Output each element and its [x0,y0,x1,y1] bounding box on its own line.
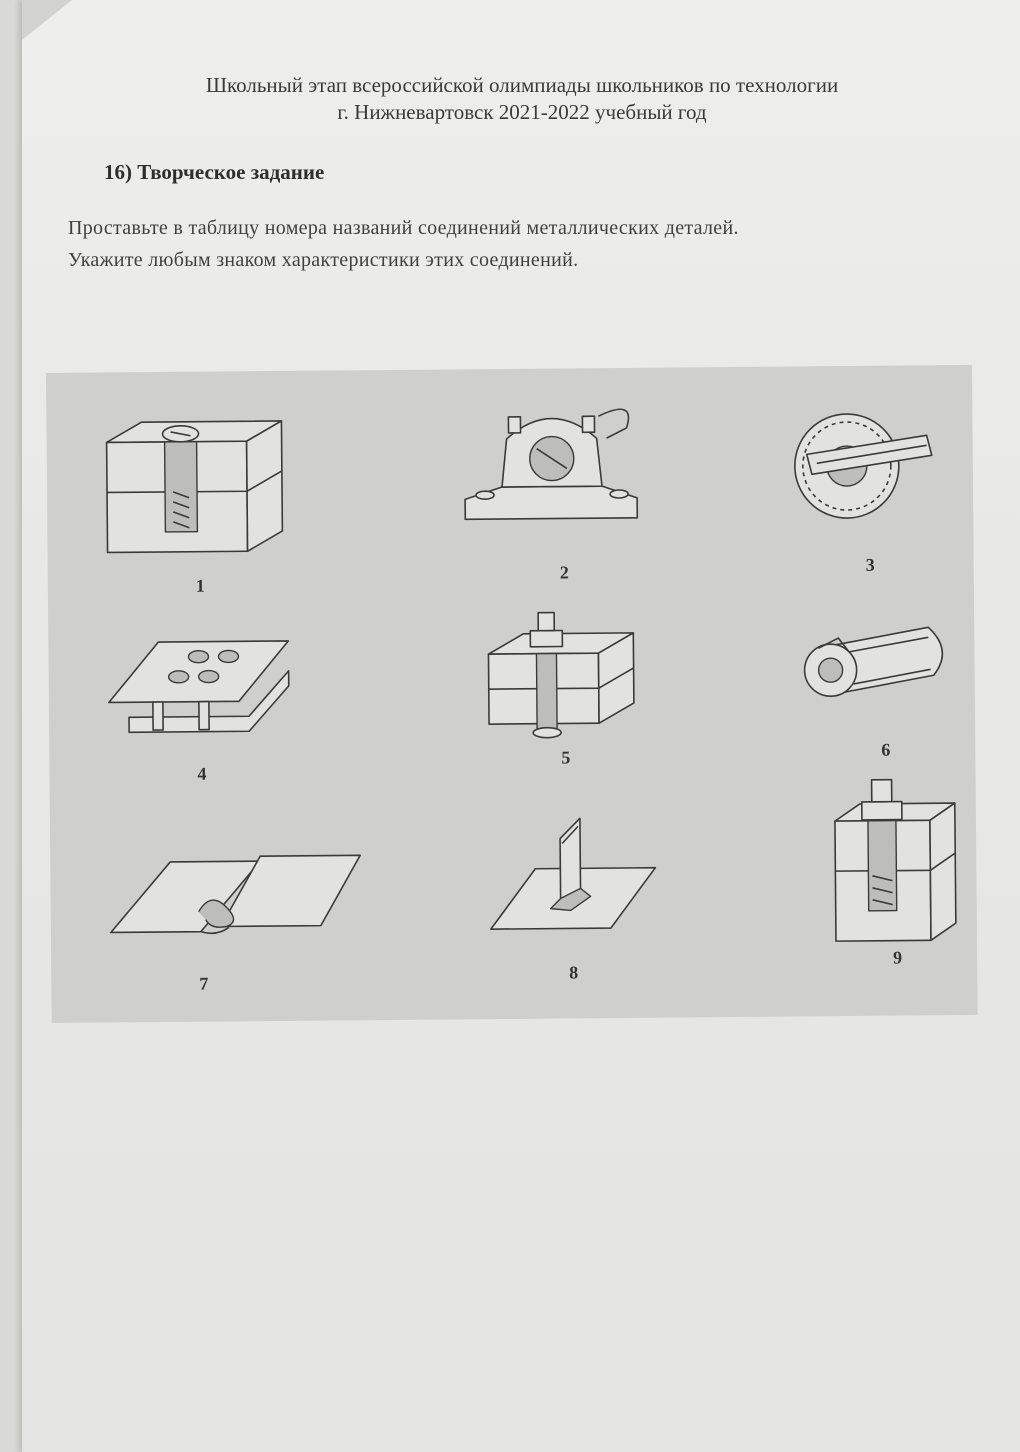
stud-joint-icon [835,779,956,941]
figure-label-4: 4 [197,763,207,784]
figure-label-5: 5 [561,747,571,768]
page-corner [22,0,72,40]
header-line-1: Школьный этап всероссийской олимпиады школьников по технологии [205,73,839,97]
figure-label-8: 8 [569,962,579,983]
figure-label-2: 2 [559,562,569,583]
instruction-line-1: Проставьте в таблицу номера названий соединений металлических деталей. [68,217,739,239]
header-line-2: г. Нижневартовск 2021-2022 учебный год [337,100,707,124]
figure-label-1: 1 [195,575,205,596]
rivet-joint-icon [108,641,289,733]
figure-label-3: 3 [865,554,875,575]
figure-label-7: 7 [199,973,209,994]
gear-shaft-joint-icon [794,413,932,518]
seam-joint-icon [110,855,361,934]
figure-label-9: 9 [893,947,903,968]
bolt-joint-icon [488,612,634,738]
figure-label-6: 6 [881,739,891,760]
bearing-housing-icon [464,409,637,519]
task-instructions [68,212,968,276]
splined-shaft-icon [804,627,942,696]
welded-joint-icon [490,818,656,929]
screw-joint-icon [106,421,282,553]
section-title: 16) Творческое задание [104,160,325,184]
joints-figure-panel [46,365,978,1023]
document-header [102,72,942,126]
instruction-line-2: Укажите любым знаком характеристики этих соединений. [68,249,579,271]
